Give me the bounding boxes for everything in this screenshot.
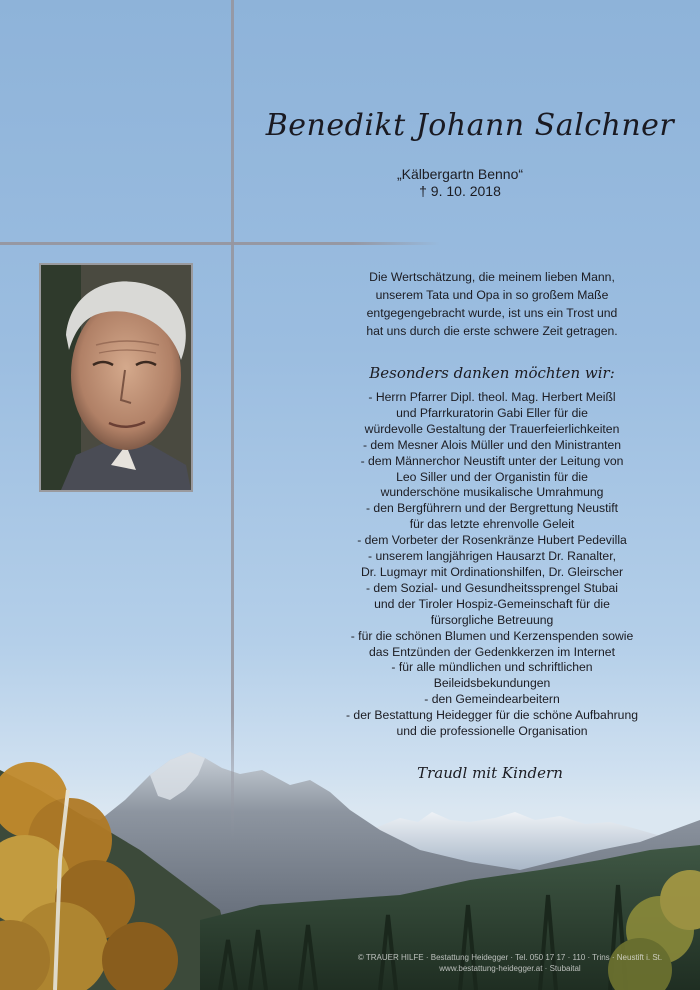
thanks-line: und Pfarrkuratorin Gabi Eller für die [396, 405, 588, 420]
thanks-line: fürsorgliche Betreuung [430, 612, 554, 627]
intro-text [332, 268, 652, 340]
thanks-line: wunderschöne musikalische Umrahmung [380, 485, 604, 500]
deceased-nickname: „Kälbergartn Benno“ [396, 166, 524, 182]
intro-line: hat uns durch die erste schwere Zeit getragen. [366, 324, 618, 338]
deceased-name: Benedikt Johann Salchner [265, 108, 675, 143]
intro-line: entgegengebracht wurde, ist uns ein Trost und [366, 306, 618, 320]
thanks-line: für das letzte ehrenvolle Geleit [409, 517, 575, 532]
thanks-line: Beileidsbekundungen [433, 676, 551, 691]
thanks-line: - dem Männerchor Neustift unter der Leitung von [360, 453, 624, 468]
footer-credit [330, 952, 690, 974]
thanks-line: - unserem langjährigen Hausarzt Dr. Ranalter, [368, 549, 616, 564]
thanks-line: - für alle mündlichen und schriftlichen [391, 660, 593, 675]
cross-horizontal-beam [0, 242, 440, 245]
intro-line: Die Wertschätzung, die meinem lieben Mann, [369, 270, 615, 284]
thanks-line: - Herrn Pfarrer Dipl. theol. Mag. Herbert Meißl [368, 390, 616, 404]
thanks-line: Leo Siller und der Organistin für die [396, 469, 588, 484]
thanks-line: - dem Sozial- und Gesundheitssprengel Stubai [365, 580, 619, 595]
thanks-heading: Besonders danken möchten wir: [369, 364, 615, 382]
thanks-line: - dem Vorbeter der Rosenkränze Hubert Pedevilla [357, 533, 627, 548]
thanks-line: Dr. Lugmayr mit Ordinationshilfen, Dr. Gleirscher [360, 564, 624, 579]
signature: Traudl mit Kindern [417, 764, 563, 782]
footer-line: © TRAUER HILFE · Bestattung Heidegger · Tel. 050 17 17 · 110 · Trins · Neustift i. St. [357, 953, 663, 962]
thanks-line: - der Bestattung Heidegger für die schöne Aufbahrung [345, 708, 639, 723]
thanks-line: das Entzünden der Gedenkkerzen im Internet [369, 644, 615, 659]
thanks-line: und der Tiroler Hospiz-Gemeinschaft für die [374, 596, 610, 611]
portrait-photo [39, 263, 193, 492]
thanks-line: - den Bergführern und der Bergrettung Neustift [365, 501, 619, 516]
cross-vertical-beam [231, 0, 234, 840]
thanks-line: - für die schönen Blumen und Kerzenspenden sowie [350, 628, 634, 643]
thanks-line: - dem Mesner Alois Müller und den Ministranten [362, 437, 622, 452]
thanks-line: und die professionelle Organisation [396, 724, 588, 739]
thanks-line: würdevolle Gestaltung der Trauerfeierlichkeiten [364, 421, 620, 436]
death-date: † 9. 10. 2018 [419, 183, 501, 199]
thanks-list [312, 390, 672, 740]
footer-line: www.bestattung-heidegger.at · Stubaital [439, 964, 581, 973]
thanks-line: - den Gemeindearbeitern [424, 692, 560, 707]
intro-line: unserem Tata und Opa in so großem Maße [375, 288, 609, 302]
